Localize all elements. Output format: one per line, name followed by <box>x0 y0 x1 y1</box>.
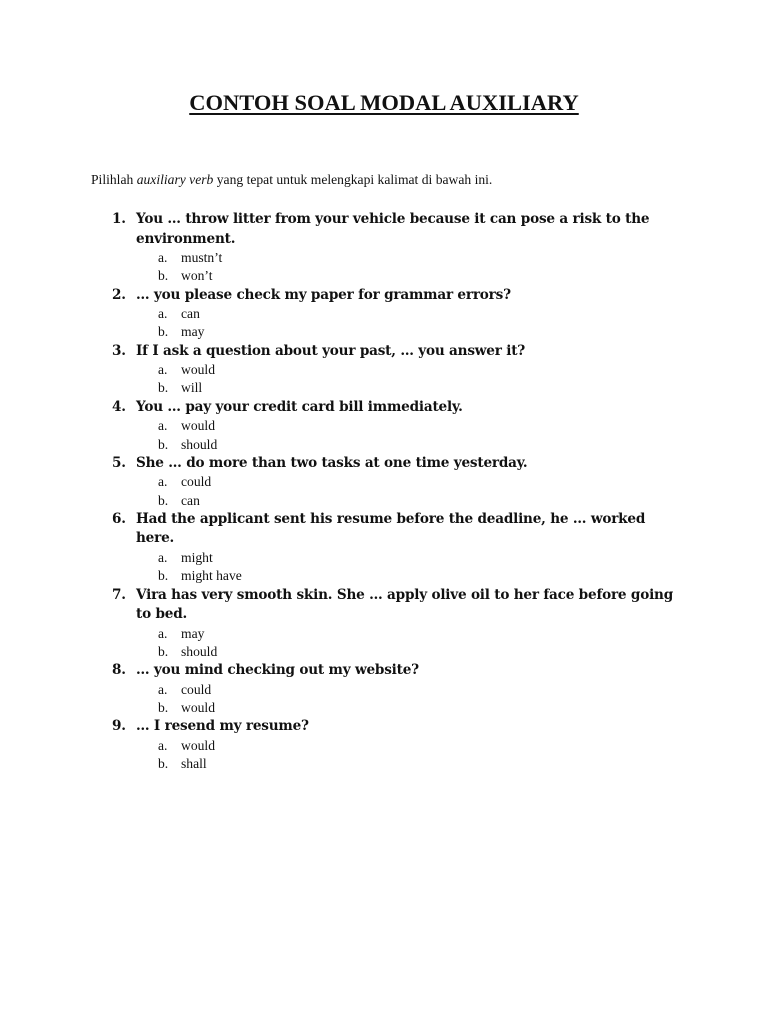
option-letter: a. <box>158 549 168 565</box>
question-item <box>0 661 768 717</box>
option-a <box>0 473 768 491</box>
question-text: … you mind checking out my website? <box>136 662 419 679</box>
option-b <box>0 643 768 661</box>
question-item <box>0 398 768 454</box>
option-letter: a. <box>158 418 168 434</box>
question-number: 5. <box>112 454 126 471</box>
option-a <box>0 681 768 699</box>
question-item <box>0 586 768 662</box>
option-b <box>0 436 768 454</box>
option-b <box>0 492 768 510</box>
option-text: could <box>181 474 212 490</box>
option-letter: b. <box>158 643 169 659</box>
question-number: 2. <box>112 286 126 303</box>
option-letter: b. <box>158 699 169 715</box>
option-b <box>0 379 768 397</box>
option-letter: a. <box>158 474 168 490</box>
question-number: 8. <box>112 662 126 679</box>
instruction: Pilihlah auxiliary verb yang tepat untuk melengkapi kalimat di bawah ini. <box>91 172 493 187</box>
option-letter: a. <box>158 625 168 641</box>
question-item <box>0 342 768 398</box>
option-a <box>0 625 768 643</box>
option-b <box>0 323 768 341</box>
option-text: may <box>181 324 205 340</box>
option-letter: b. <box>158 568 169 584</box>
question-text: You … throw litter from your vehicle because it can pose a risk to the environment. <box>136 211 650 247</box>
option-letter: b. <box>158 756 169 772</box>
option-b <box>0 755 768 773</box>
option-a <box>0 417 768 435</box>
question-item <box>0 210 768 286</box>
option-a <box>0 361 768 379</box>
question-text: … I resend my resume? <box>136 718 309 735</box>
option-letter: a. <box>158 250 168 265</box>
question-text: She … do more than two tasks at one time yesterday. <box>136 454 528 471</box>
option-letter: a. <box>158 681 168 697</box>
option-text: can <box>181 306 200 322</box>
option-letter: b. <box>158 268 169 284</box>
question-text: If I ask a question about your past, … you answer it? <box>136 342 526 359</box>
question-list <box>0 210 768 773</box>
option-text: might <box>181 549 213 565</box>
option-letter: b. <box>158 492 169 508</box>
option-letter: a. <box>158 306 168 322</box>
option-text: should <box>181 643 218 659</box>
question-item <box>0 510 768 586</box>
question-text: Had the applicant sent his resume before the deadline, he … worked here. <box>136 510 646 547</box>
option-text: would <box>181 418 215 434</box>
option-text: can <box>181 492 200 508</box>
option-letter: b. <box>158 324 169 340</box>
option-a <box>0 737 768 755</box>
option-text: might have <box>181 568 242 584</box>
option-text: should <box>181 436 218 452</box>
option-a <box>0 305 768 323</box>
option-a <box>0 549 768 567</box>
question-item <box>0 286 768 342</box>
option-b <box>0 267 768 285</box>
option-text: won’t <box>181 268 213 284</box>
question-item <box>0 717 768 773</box>
option-letter: b. <box>158 380 169 396</box>
question-number: 7. <box>112 586 126 603</box>
question-text: You … pay your credit card bill immediately. <box>136 398 463 415</box>
question-text: Vira has very smooth skin. She … apply olive oil to her face before going to bed. <box>136 586 674 623</box>
question-number: 4. <box>112 398 126 415</box>
option-b <box>0 699 768 717</box>
option-letter: a. <box>158 362 168 378</box>
option-text: shall <box>181 756 207 772</box>
option-text: mustn’t <box>181 250 223 265</box>
question-number: 6. <box>112 510 126 527</box>
question-number: 1. <box>112 211 126 227</box>
option-a <box>0 249 768 267</box>
option-letter: b. <box>158 436 169 452</box>
option-text: would <box>181 362 215 378</box>
option-text: would <box>181 699 215 715</box>
question-item <box>0 454 768 510</box>
option-text: could <box>181 681 212 697</box>
page-title: CONTOH SOAL MODAL AUXILIARY <box>189 90 579 115</box>
option-letter: a. <box>158 737 168 753</box>
option-b <box>0 567 768 585</box>
option-text: would <box>181 737 215 753</box>
question-number: 9. <box>112 718 126 735</box>
question-text: … you please check my paper for grammar errors? <box>136 286 511 303</box>
option-text: may <box>181 625 205 641</box>
question-number: 3. <box>112 342 126 359</box>
option-text: will <box>181 380 203 396</box>
